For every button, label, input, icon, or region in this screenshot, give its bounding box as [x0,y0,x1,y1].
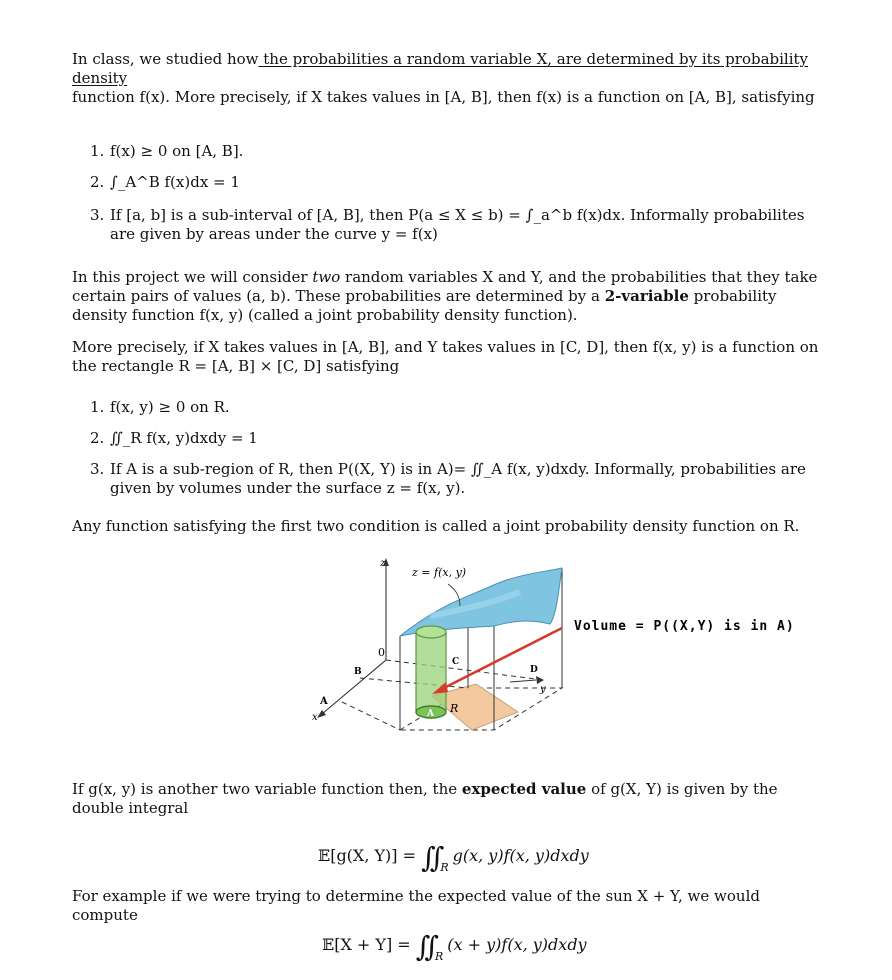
paragraph-rectangle: More precisely, if X takes values in [A, B], and Y takes values in [C, D], then f(x, y) is a function on the rectangle R = [A, B] × [C, D] satisfying [72,338,819,375]
list-number: 2. [90,173,105,191]
region-A-label: A [427,709,434,719]
y-axis-label: y [540,684,546,695]
volume-annotation: Volume = P((X,Y) is in A) [574,619,795,634]
list-number: 3. [90,206,105,224]
list-number: 1. [90,142,105,160]
paragraph-two-variables [72,268,828,325]
z-axis-label: z [380,558,386,569]
list-single-variable [90,142,828,252]
para2-two: two [312,268,341,286]
para2-c: probability density function f(x, y) (called a joint probability density function). [72,287,777,324]
eq2-integrand: (x + y)f(x, y)dxdy [447,935,587,954]
eq2-lhs: 𝔼[X + Y] = [322,935,411,954]
list-text: If A is a sub-region of R, then P((X, Y) is in A)= ∬_A f(x, y)dxdy. Informally, probabilities are given by volumes under the surface z = f(x, y). [110,460,806,497]
cylinder-top [416,626,446,638]
intro-rest: function f(x). More precisely, if X takes values in [A, B], then f(x) is a function on [A, B], satisfying [72,88,815,106]
list-text: f(x, y) ≥ 0 on R. [110,398,230,416]
list-item [90,206,828,244]
list-item [90,173,828,192]
list-item [90,398,828,417]
equation-expected-g [318,841,589,877]
intro-underlined: the probabilities a random variable X, are determined by its probability density [72,50,809,87]
para2-a: In this project we will consider [72,268,308,286]
list-item [90,460,828,498]
surface-label: z = f(x, y) [412,566,467,579]
eq1-integrand: g(x, y)f(x, y)dxdy [452,846,589,865]
list-text: ∫_A^B f(x)dx = 1 [110,173,240,191]
para2-bold: 2-variable [604,287,689,305]
paragraph-definition: Any function satisfying the first two condition is called a joint probability density function on R. [72,517,800,535]
joint-density-figure [300,552,840,742]
equation-expected-sum [322,930,587,966]
corner-A-label: A [320,696,328,707]
corner-B-label: B [354,667,362,677]
list-text: f(x) ≥ 0 on [A, B]. [110,142,244,160]
paragraph-expected-value [72,780,828,818]
para2-b: random variables X and Y, and the probabilities that they take certain pairs of values (a, b). These probabilities are determined by a [72,268,818,305]
list-number: 2. [90,429,105,447]
corner-D-label: D [530,665,538,675]
eq2-subscript: R [434,950,444,963]
para5-bold: expected value [461,780,587,798]
eq1-lhs: 𝔼[g(X, Y)] = [318,846,417,865]
cylinder-body [416,632,446,712]
list-joint [90,398,828,506]
eq1-subscript: R [440,861,449,874]
intro-paragraph [72,50,828,107]
para5-b: of g(X, Y) is given by the double integral [72,780,778,817]
list-item [90,429,828,448]
x-axis-label: x [312,712,318,723]
list-number: 1. [90,398,105,416]
corner-C-label: C [452,657,460,667]
double-integral-symbol: ∫∫ [415,930,433,963]
y-axis-tail [510,680,536,682]
list-number: 3. [90,460,105,478]
para5-a: If g(x, y) is another two variable function then, the [72,780,458,798]
y-axis-arrow [536,676,544,684]
list-text: ∬_R f(x, y)dxdy = 1 [110,429,258,447]
region-R-label: R [450,702,459,715]
origin-label: 0 [378,646,385,659]
guide-line [342,702,400,730]
intro-lead: In class, we studied how [72,50,259,68]
list-item [90,142,828,161]
list-text: If [a, b] is a sub-interval of [A, B], then P(a ≤ X ≤ b) = ∫_a^b f(x)dx. Informally probabilites are given by areas under the curve y = f(x) [110,206,805,243]
double-integral-symbol: ∫∫ [421,841,439,874]
paragraph-example: For example if we were trying to determine the expected value of the sun X + Y, we would compute [72,887,760,924]
